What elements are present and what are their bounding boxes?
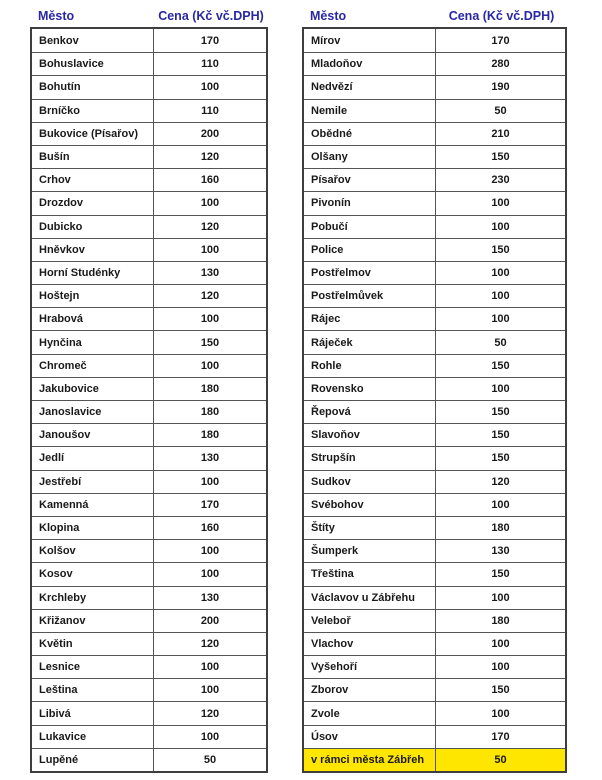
price-cell: 180 [491,522,510,535]
price-cell: 100 [491,591,510,604]
city-cell: Bohutín [32,76,154,98]
price-cell: 130 [200,452,220,465]
price-cell: 170 [491,34,510,47]
price-cell: 100 [200,359,220,372]
price-cell: 130 [200,266,220,279]
city-cell: Rájec [304,308,436,330]
city-cell: Sudkov [304,471,436,493]
table-row [32,470,266,493]
table-row [304,400,565,423]
city-cell: Ráječek [304,331,436,353]
price-column-header: Cena (Kč vč.DPH) [158,9,264,23]
city-cell: Hoštejn [32,285,154,307]
price-table-left [30,5,268,773]
city-cell: Nedvězí [304,76,436,98]
price-cell: 180 [491,614,510,627]
table-row [304,75,565,98]
price-cell: 170 [491,730,510,743]
table-row [32,609,266,632]
city-cell: Kosov [32,563,154,585]
price-cell: 130 [491,545,510,558]
table-row [304,191,565,214]
price-cell: 100 [200,661,220,674]
price-cell: 50 [203,753,217,766]
price-cell: 180 [200,429,220,442]
price-cell: 100 [200,545,220,558]
table-row [304,701,565,724]
table-row [32,423,266,446]
table-row [304,655,565,678]
table-row [304,725,565,748]
price-table-body [302,27,567,773]
price-cell: 150 [491,359,510,372]
city-cell: Vyšehoří [304,656,436,678]
price-cell: 150 [491,406,510,419]
price-cell: 100 [200,313,220,326]
table-row [304,586,565,609]
price-cell: 50 [436,749,565,771]
city-cell: Chromeč [32,355,154,377]
city-cell: Pivonín [304,192,436,214]
city-cell: Kolšov [32,540,154,562]
city-cell: Úsov [304,726,436,748]
table-row [32,539,266,562]
city-cell: Hrabová [32,308,154,330]
table-row [304,609,565,632]
city-cell: Dubicko [32,216,154,238]
price-cell: 120 [200,707,220,720]
price-cell: 210 [491,127,510,140]
table-row [304,145,565,168]
city-cell: Crhov [32,169,154,191]
city-cell: Klopina [32,517,154,539]
price-table-right [302,5,567,773]
table-row [304,377,565,400]
city-cell: Křižanov [32,610,154,632]
price-cell: 190 [491,81,510,94]
city-cell: Šumperk [304,540,436,562]
city-cell: Lesnice [32,656,154,678]
table-row [304,122,565,145]
city-cell: Zvole [304,702,436,724]
city-cell: Krchleby [32,587,154,609]
price-cell: 120 [491,475,510,488]
city-cell: Rohle [304,355,436,377]
price-cell: 50 [494,104,507,117]
price-cell: 150 [491,568,510,581]
price-cell: 100 [491,382,510,395]
table-row [32,725,266,748]
city-cell: Jakubovice [32,378,154,400]
city-cell: Svébohov [304,494,436,516]
price-cell: 150 [491,243,510,256]
price-cell: 150 [491,452,510,465]
city-cell: Květin [32,633,154,655]
table-row [304,446,565,469]
table-row [304,562,565,585]
city-cell: Janoušov [32,424,154,446]
table-row [304,632,565,655]
table-row [32,145,266,168]
city-cell: Olšany [304,146,436,168]
table-row [304,516,565,539]
city-column-header: Město [38,9,75,23]
price-cell: 120 [200,290,220,303]
city-column-header: Město [310,9,347,23]
table-row [32,748,266,771]
table-row [32,191,266,214]
city-cell: Lupěné [32,749,154,771]
price-cell: 200 [200,614,220,627]
city-cell: Bukovice (Písařov) [32,123,154,145]
city-cell: Veleboř [304,610,436,632]
price-column-header: Cena (Kč vč.DPH) [448,9,555,23]
table-row [304,307,565,330]
table-row [304,168,565,191]
price-cell: 170 [200,498,220,511]
table-row [304,215,565,238]
table-row [32,238,266,261]
price-cell: 100 [491,290,510,303]
table-row [32,678,266,701]
table-row [32,330,266,353]
city-cell: Leština [32,679,154,701]
price-cell: 100 [491,266,510,279]
city-cell: Lukavice [32,726,154,748]
price-cell: 100 [200,730,220,743]
table-row [32,701,266,724]
price-cell: 130 [200,591,220,604]
table-row [32,446,266,469]
price-cell: 150 [491,151,510,164]
price-cell: 150 [491,684,510,697]
price-cell: 100 [200,568,220,581]
table-row [32,562,266,585]
table-row [32,377,266,400]
city-cell: Strupšín [304,447,436,469]
city-cell: Václavov u Zábřehu [304,587,436,609]
price-cell: 100 [200,243,220,256]
table-row [304,354,565,377]
city-cell: Jedlí [32,447,154,469]
city-cell: Zborov [304,679,436,701]
price-cell: 100 [491,313,510,326]
city-cell: Mladoňov [304,53,436,75]
price-cell: 200 [200,127,220,140]
city-cell: Řepová [304,401,436,423]
price-table-body [30,27,268,773]
city-cell: Janoslavice [32,401,154,423]
table-row [32,215,266,238]
price-cell: 100 [491,498,510,511]
city-cell: Jestřebí [32,471,154,493]
table-row [32,307,266,330]
price-cell: 100 [200,197,220,210]
table-row [32,632,266,655]
price-cell: 180 [200,382,220,395]
city-cell: Obědné [304,123,436,145]
table-row [32,516,266,539]
table-row [32,400,266,423]
city-cell: Slavoňov [304,424,436,446]
price-cell: 100 [200,684,220,697]
table-row [304,99,565,122]
table-row [32,99,266,122]
table-row [32,354,266,377]
price-cell: 100 [491,197,510,210]
price-cell: 110 [201,58,219,71]
city-cell: Třeština [304,563,436,585]
price-cell: 230 [491,174,510,187]
price-cell: 160 [200,174,220,187]
city-cell: Rovensko [304,378,436,400]
price-cell: 150 [491,429,510,442]
city-cell: Pobučí [304,216,436,238]
table-row [32,586,266,609]
table-row [304,470,565,493]
table-row [304,261,565,284]
city-cell: Kamenná [32,494,154,516]
price-cell: 160 [200,522,220,535]
table-row [304,423,565,446]
city-cell: Horní Studénky [32,262,154,284]
city-cell: Police [304,239,436,261]
price-cell: 100 [491,637,510,650]
price-cell: 150 [200,336,220,349]
city-cell: Postřelmov [304,262,436,284]
city-cell: Hněvkov [32,239,154,261]
price-cell: 100 [491,661,510,674]
city-cell: v rámci města Zábřeh [304,749,436,771]
table-row [304,330,565,353]
table-row [32,493,266,516]
table-row [32,655,266,678]
table-row [304,493,565,516]
price-cell: 120 [200,220,220,233]
table-row [304,238,565,261]
table-row [304,52,565,75]
price-cell: 50 [494,336,507,349]
price-cell: 120 [200,151,220,164]
price-cell: 280 [491,58,510,71]
table-row [32,52,266,75]
column-headers [30,5,268,27]
table-row [304,539,565,562]
table-row [304,748,565,771]
city-cell: Postřelmůvek [304,285,436,307]
city-cell: Drozdov [32,192,154,214]
column-headers [302,5,567,27]
city-cell: Bušín [32,146,154,168]
table-row [304,678,565,701]
table-row [304,284,565,307]
table-row [32,75,266,98]
city-cell: Vlachov [304,633,436,655]
city-cell: Nemile [304,100,436,122]
table-row [304,29,565,52]
price-cell: 120 [200,637,220,650]
price-cell: 180 [200,406,220,419]
price-cell: 170 [200,34,220,47]
table-row [32,261,266,284]
city-cell: Štíty [304,517,436,539]
city-cell: Brníčko [32,100,154,122]
price-cell: 100 [200,81,220,94]
table-row [32,122,266,145]
price-cell: 100 [491,220,510,233]
table-row [32,284,266,307]
price-cell: 110 [201,104,219,117]
city-cell: Mírov [304,29,436,52]
table-row [32,29,266,52]
city-cell: Benkov [32,29,154,52]
city-cell: Hynčina [32,331,154,353]
price-cell: 100 [491,707,510,720]
table-row [32,168,266,191]
city-cell: Písařov [304,169,436,191]
city-cell: Libivá [32,702,154,724]
city-cell: Bohuslavice [32,53,154,75]
price-cell: 100 [200,475,220,488]
